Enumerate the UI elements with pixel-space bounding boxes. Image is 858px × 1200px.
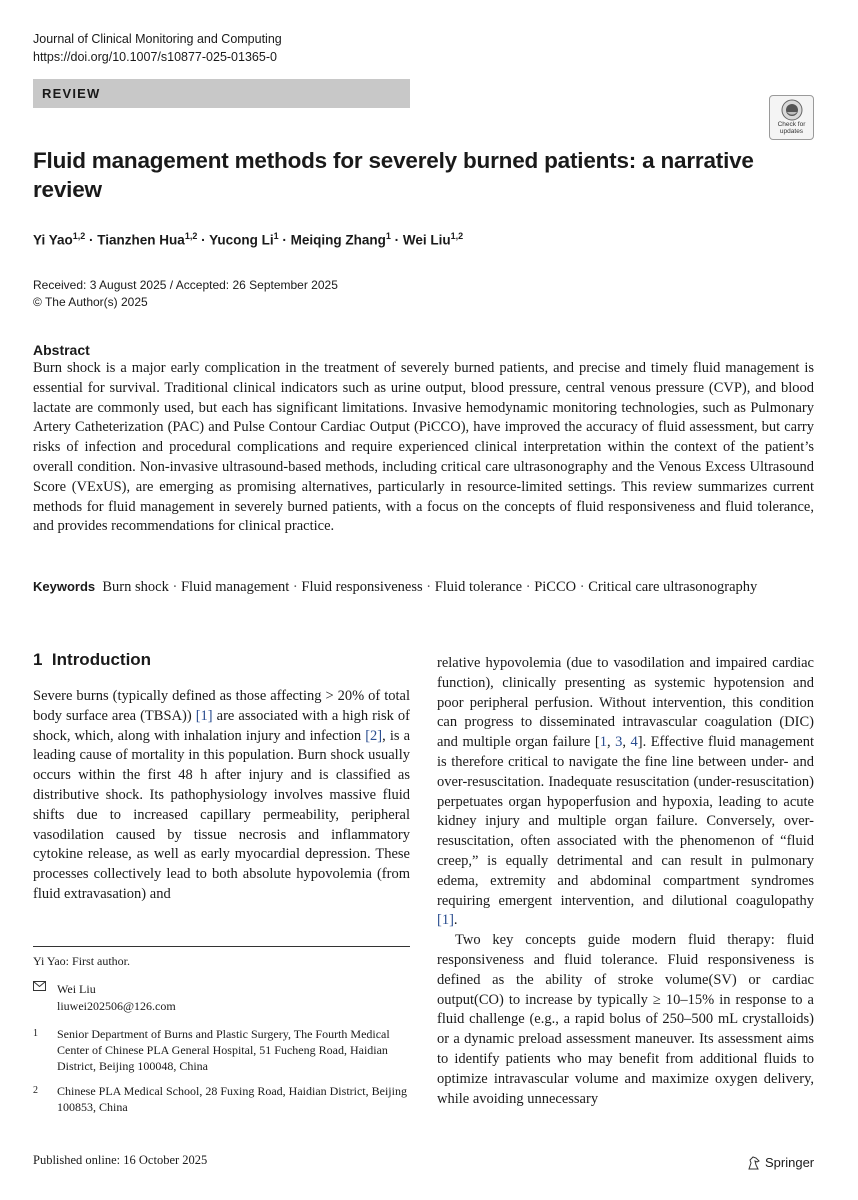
paragraph: Two key concepts guide modern fluid therapy: fluid responsiveness and fluid tolerance. Fluid responsiveness is defined as the ability of stroke volume(SV) or cardiac output(CO) to increase by typically ≥ 10–15% in response to a fluid challenge (e.g., a rapid bolus of 250–500 mL crystalloids) or a dynamic preload assessment maneuver. Its assessment aims to identify patients who may benefit from additional fluids to optimize intravascular volume and maximize oxygen delivery, while avoiding unnecessary xyxy=(437,932,814,1107)
citation-link[interactable]: [2] xyxy=(365,727,383,744)
section-heading-introduction xyxy=(33,650,151,670)
section-number: 1 xyxy=(33,650,43,669)
body-text: are associated with a high risk of shock, which, along with inhalation injury and infection xyxy=(33,707,411,744)
copyright-line: © The Author(s) 2025 xyxy=(33,295,148,309)
keywords-block xyxy=(33,577,773,598)
paragraph xyxy=(437,654,814,931)
keyword-separator: · xyxy=(576,579,589,595)
keywords-heading: Keywords xyxy=(33,579,96,594)
author-name[interactable]: Yi Yao xyxy=(33,232,73,248)
author-name[interactable]: Yucong Li xyxy=(209,232,274,248)
author-list xyxy=(33,231,463,248)
springer-horse-icon xyxy=(747,1156,761,1170)
affiliation-mark: 1 xyxy=(33,1027,38,1039)
keyword-separator: · xyxy=(168,579,181,595)
footnotes xyxy=(33,953,410,1115)
affiliation-1 xyxy=(33,1026,410,1075)
keyword-separator: · xyxy=(522,579,535,595)
keyword: Critical care ultrasonography xyxy=(588,579,758,595)
citation-link[interactable]: 4 xyxy=(630,734,638,751)
body-text: ]. Effective fluid management is therefore critical to navigate the fine line between under- and over-resuscitation. Inadequate resuscitation (under-resuscitation) perpetuates organ hypoperfusion and hypoxia, leading to acute kidney injury and multiple organ failure. Conversely, over-resuscitation, often associated with the phenomenon of “fluid creep,” is equally detrimental and can result in pulmonary edema, extremity and abdominal compartment syndromes requiring emergent intervention, and dilutional coagulopathy xyxy=(437,734,815,909)
citation-separator: , xyxy=(606,734,616,751)
corresponding-email[interactable]: liuwei202506@126.com xyxy=(57,998,176,1013)
author-separator: · xyxy=(390,232,403,248)
citation-link[interactable]: [1] xyxy=(195,707,213,724)
author-name[interactable]: Meiqing Zhang xyxy=(290,232,386,248)
publisher-logo[interactable] xyxy=(747,1155,814,1170)
left-column-text xyxy=(33,687,410,905)
article-title: Fluid management methods for severely burned patients: a narrative review xyxy=(33,148,754,202)
body-text: relative hypovolemia (due to vasodilation and impaired cardiac function), clinically presenting as systemic hypotension and poor peripheral perfusion. Without intervention, this condition can progress to disseminated intravascular coagulation (DIC) and multiple organ failure [ xyxy=(437,655,814,751)
publisher-name: Springer xyxy=(765,1155,815,1170)
corresponding-author xyxy=(33,981,410,1014)
keyword: Fluid management xyxy=(180,579,290,595)
published-online: Published online: 16 October 2025 xyxy=(33,1153,208,1167)
first-author-note: Yi Yao: First author. xyxy=(33,954,131,968)
keyword: Burn shock xyxy=(102,579,169,595)
check-for-updates-badge[interactable] xyxy=(769,95,814,140)
abstract-text: Burn shock is a major early complication in the treatment of severely burned patients, and precise and timely fluid management is essential for survival. Traditional clinical indicators such as urine output, blood pressure, central venous pressure (CVP), and blood lactate are commonly used, but each has significant limitations. Invasive hemodynamic monitoring technologies, such as Pulmonary Artery Catheterization (PAC) and Pulse Contour Cardiac Output (PiCCO), have improved the accuracy of fluid assessment, but carry risks of infection and procedural complications and require experienced clinical interpretation within the context of the patient’s overall condition. Non-invasive ultrasound-based methods, including critical care ultrasonography and the Venous Excess Ultrasound Score (VExUS), are emerging as promising alternatives, particularly in resource-limited settings. This review summarizes current methods for fluid management in severely burned patients, with a focus on the concepts of fluid responsiveness and fluid tolerance, and provides recommendations for clinical practice. xyxy=(33,360,814,535)
author-separator: · xyxy=(278,232,291,248)
affiliation-mark: 2 xyxy=(33,1084,38,1096)
received-accepted-dates: Received: 3 August 2025 / Accepted: 26 September 2025 xyxy=(33,278,338,292)
check-updates-line2: updates xyxy=(779,128,804,135)
author-separator: · xyxy=(85,232,98,248)
keyword-separator: · xyxy=(289,579,302,595)
author-affiliation: 1,2 xyxy=(184,231,198,241)
author-affiliation: 1 xyxy=(273,231,279,241)
footnote-divider xyxy=(33,946,410,947)
envelope-icon xyxy=(33,981,46,997)
affiliation-2 xyxy=(33,1083,410,1116)
citation-link[interactable]: 3 xyxy=(615,734,623,751)
journal-name: Journal of Clinical Monitoring and Computing xyxy=(33,32,282,46)
journal-header xyxy=(33,30,282,66)
author-affiliation: 1,2 xyxy=(72,231,86,241)
affiliation-text: Senior Department of Burns and Plastic Surgery, The Fourth Medical Center of Chinese PLA General Hospital, 51 Fucheng Road, Haidian District, Beijing 100048, China xyxy=(57,1026,390,1074)
affiliation-text: Chinese PLA Medical School, 28 Fuxing Road, Haidian District, Beijing 100853, China xyxy=(57,1083,407,1115)
keyword: Fluid tolerance xyxy=(434,579,523,595)
author-separator: · xyxy=(197,232,210,248)
body-text: . xyxy=(453,912,458,929)
keyword-separator: · xyxy=(422,579,435,595)
author-affiliation: 1,2 xyxy=(450,231,464,241)
author-affiliation: 1 xyxy=(385,231,391,241)
abstract-heading: Abstract xyxy=(33,342,90,358)
citation-separator: , xyxy=(622,734,631,751)
author-name[interactable]: Wei Liu xyxy=(402,232,451,248)
right-column-text xyxy=(437,654,814,1109)
keyword: Fluid responsiveness xyxy=(301,579,423,595)
article-dates xyxy=(33,277,338,311)
section-title: Introduction xyxy=(51,650,152,669)
body-text: Severe burns (typically defined as those affecting > 20% of total body surface area (TBSA)) xyxy=(33,688,410,724)
author-name[interactable]: Tianzhen Hua xyxy=(97,232,185,248)
check-updates-line1: Check for xyxy=(777,121,806,128)
body-text: , is a leading cause of mortality in this population. Burn shock usually occurs within the first 48 h after injury and is classified as distributive shock. Its pathophysiology involves massive fluid shifts due to increased capillary permeability, peripheral vasodilation caused by tissue necrosis and inflammatory cytokine release, as well as early myocardial depression. These processes collectively lead to both absolute hypovolemia (from fluid extravasation) and xyxy=(33,727,411,902)
citation-link[interactable]: [1] xyxy=(437,912,454,929)
citation-link[interactable]: 1 xyxy=(599,734,607,751)
check-updates-icon xyxy=(781,99,803,121)
corresponding-name: Wei Liu xyxy=(57,982,96,997)
article-type-banner: REVIEW xyxy=(33,79,410,108)
keyword: PiCCO xyxy=(534,579,577,595)
doi-link[interactable]: https://doi.org/10.1007/s10877-025-01365-0 xyxy=(33,50,277,64)
